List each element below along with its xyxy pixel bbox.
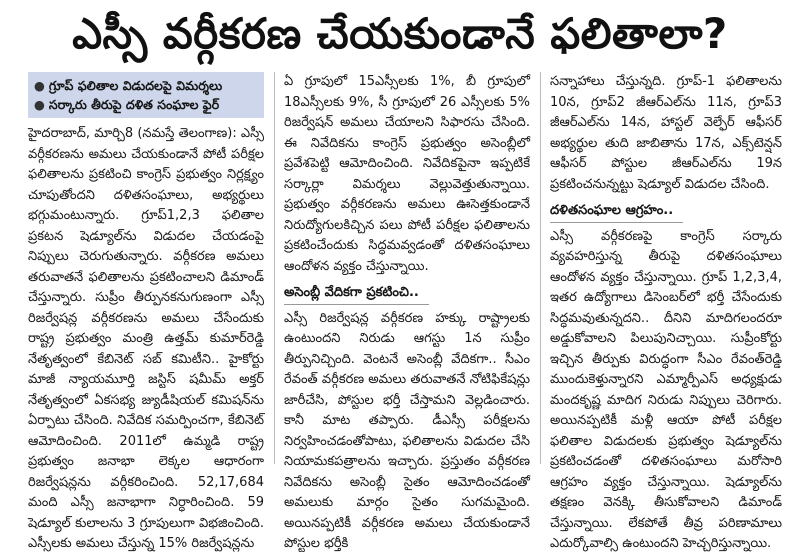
- column-1-body: హైదరాబాద్, మార్చి8 (నమస్తే తెలంగాణ): ఎస్సీ వర్గీకరణను అమలు చేయకుండానే పోటీ పరీక్షల ఫలితాలను ప్రకటించి కాంగ్రెస్ ప్రభుత్వం నిర్లక్ష్యం చూపుతోందని దళితసంఘాలు, అభ్యర్థులు భగ్గుమంటున్నారు. గ్రూప్1,2,3 ఫలితాల ప్రకటన షెడ్యూల్‌ను విడుదల చేయడంపై నిప్పులు చెరుగుతున్నారు. వర్గీకరణ అమలు తరువాతనే ఫలితాలను ప్రకటించాలని డిమాండ్ చేస్తున్నారు. సుప్రీం తీర్పునకనుగుణంగా ఎస్సీ రిజర్వేషన్ల వర్గీకరణను అమలు చేసేందుకు రాష్ట్ర ప్రభుత్వం మంత్రి ఉత్తమ్ కుమార్‌రెడ్డి నేతృత్వంలో కేబినెట్ సబ్ కమిటీని.. హైకోర్టు మాజీ న్యాయమూర్తి జస్టిస్ షమీమ్ అక్తర్ నేతృత్వంలో ఏకసభ్య జ్యుడీషియల్ కమిషన్‌ను ఏర్పాటు చేసింది. నివేదిక సమర్పించగా, కేబినెట్ ఆమోదించింది. 2011లో ఉమ్మడి రాష్ట్ర ప్రభుత్వం జనాభా లెక్కల ఆధారంగా రిజర్వేషన్లను వర్గీకరించింది. 52,17,684 మంది ఎస్సీ జనాభాగా నిర్ధారించింది. 59 షెడ్యూల్ కులాలను 3 గ్రూపులుగా విభజించింది. ఎస్సీలకు అమలు చేస్తున్న 15% రిజర్వేషన్లను: [28, 126, 264, 551]
- column-2-body-bottom: ఎస్సీ రిజర్వేషన్ల వర్గీకరణ హక్కు రాష్ట్రాలకు ఉంటుందని నిరుడు ఆగస్టు 1న సుప్రీం తీర్పునిచ్చింది. వెంటనే అసెంబ్లీ వేదికగా.. సీఎం రేవంత్ వర్గీకరణ అమలు తరువాతనే నోటిఫికేషన్లు జారీచేసి, పోస్టుల భర్తీ చేస్తామని వెల్లడించారు. కానీ మాట తప్పారు. డీఎస్సీ పరీక్షలను నిర్వహించడంతోపాటు, ఫలితాలను విడుదల చేసి నియామకపత్రాలను ఇచ్చారు. ప్రస్తుతం వర్గీకరణ నివేదికను అసెంబ్లీ సైతం ఆమోదించడంతో అమలుకు మార్గం సైతం సుగమమైంది. అయినప్పటికీ వర్గీకరణ అమలు చేయకుండానే పోస్టుల భర్తీకి: [284, 310, 530, 551]
- deck-box: [28, 72, 264, 118]
- deck-text-1: గ్రూప్ ఫలితాల విడుదలపై విమర్శలు: [48, 78, 223, 93]
- column-2: [284, 72, 530, 555]
- deck-text-2: సర్కారు తీరుపై దళిత సంఘాల ఫైర్: [48, 97, 220, 112]
- column-3-body-bottom: ఎస్సీ వర్గీకరణపై కాంగ్రెస్ సర్కారు వ్యవహరిస్తున్న తీరుపై దళితసంఘాలు ఆందోళన వ్యక్తం చేస్తున్నాయి. గ్రూప్ 1,2,3,4, ఇతర ఉద్యోగాలు డిసెంబర్‌లో భర్తీ చేసేందుకు సిద్ధమవుతున్నదని.. దీనిని మాదిగలందరూ అడ్డుకోవాలని పిలుపునిచ్చాయి. సుప్రీంకోర్టు ఇచ్చిన తీర్పుకు విరుద్ధంగా సీఎం రేవంత్‌రెడ్డి ముందుకెళ్తున్నారని ఎమ్మార్పీఎస్ అధ్యక్షుడు మందకృష్ణ మాదిగ నిరుడు నిప్పులు చెరిగారు. అయినప్పటికీ మళ్లీ ఆయా పోటీ పరీక్షల ఫలితాల విడుదలకు ప్రభుత్వం షెడ్యూల్‌ను ప్రకటించడంతో దళితసంఘాలు మరోసారి ఆగ్రహం వ్యక్తం చేస్తున్నాయి. షెడ్యూల్‌ను తక్షణం వెనక్కి తీసుకోవాలని డిమాండ్ చేస్తున్నాయి. లేకపోతే తీవ్ర పరిణామాలు ఎదుర్కోవాల్సి ఉంటుందని హెచ్చరిస్తున్నాయి.: [550, 228, 782, 551]
- column-2-subhead: అసెంబ్లీ వేదికగా ప్రకటించి..: [284, 283, 429, 305]
- column-3-subhead: దళితసంఘాల ఆగ్రహం..: [550, 201, 683, 223]
- column-3: [550, 72, 782, 555]
- deck-line-1: [34, 76, 258, 95]
- column-2-body-top: ఏ గ్రూపులో 15ఎస్సీలకు 1%, బీ గ్రూపులో 18ఎస్సీలకు 9%, సీ గ్రూపులో 26 ఎస్సీలకు 5% రిజర్వేషన్ అమలు చేయాలని సిఫారసు చేసింది. ఈ నివేదికను కాంగ్రెస్ ప్రభుత్వం అసెంబ్లీలో ప్రవేశపెట్టి ఆమోదించింది. నివేదికపైనా ఇప్పటికే సర్కార్లా విమర్శలు వెల్లువెత్తుతున్నాయి. ప్రభుత్వం వర్గీకరణను అమలు ఊసెత్తకుండానే నిరుద్యోగులకిచ్చిన పలు పోటీ పరీక్షల ఫలితాలను ప్రకటించేందుకు సిద్ధమవ్వడంతో దళితసంఘాలు ఆందోళన వ్యక్తం చేస్తున్నాయి.: [284, 74, 530, 274]
- column-divider: [540, 72, 541, 464]
- bullet-icon: ●: [34, 97, 45, 112]
- bullet-icon: ●: [34, 78, 45, 93]
- column-3-body-top: సన్నాహాలు చేస్తున్నది. గ్రూప్-1 ఫలితాలను 10న, గ్రూప్2 జీఆర్‌ఎల్‌ను 11న, గ్రూప్3 జీఆర్‌ఎల్‌ను 14న, హాస్టల్ వెల్ఫేర్ ఆఫీసర్ అభ్యర్థుల తుది జాబితాను 17న, ఎక్స్‌టెన్షన్ ఆఫీసర్ పోస్టుల జీఆర్‌ఎల్‌ను 19న ప్రకటించనున్నట్టు షెడ్యూల్ విడుదల చేసింది.: [550, 74, 782, 192]
- column-divider: [274, 72, 275, 464]
- column-1: [28, 72, 264, 555]
- deck-line-2: [34, 95, 258, 114]
- headline: ఎస్సీ వర్గీకరణ చేయకుండానే ఫలితాలా?: [72, 9, 728, 58]
